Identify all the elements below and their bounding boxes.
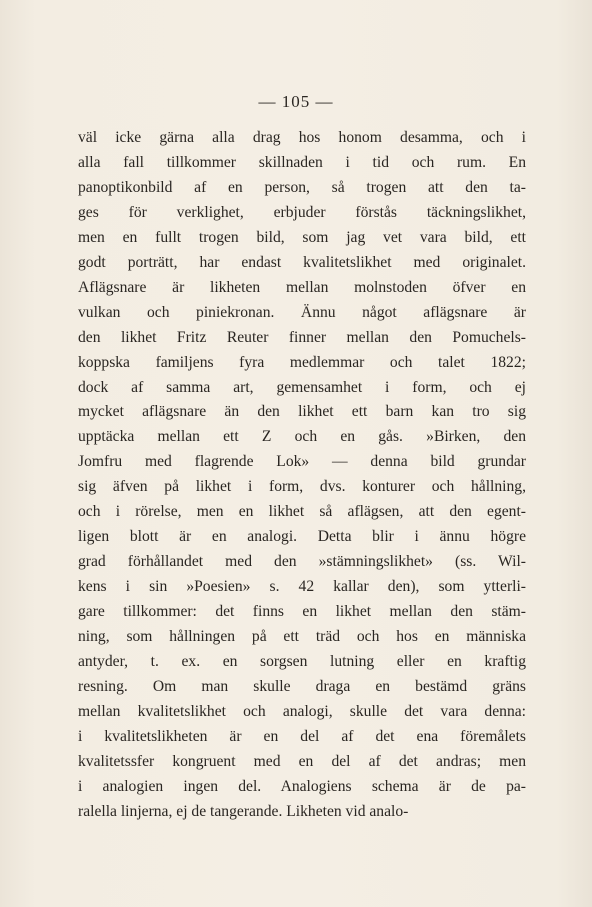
text-line: upptäcka mellan ett Z och en gås. »Birken, den bbox=[78, 428, 526, 446]
text-line: Aflägsnare är likheten mellan molnstoden öfver en bbox=[78, 278, 526, 296]
body-text bbox=[78, 126, 526, 825]
text-line: men en fullt trogen bild, som jag vet vara bild, ett bbox=[78, 228, 526, 246]
text-line: den likhet Fritz Reuter finner mellan den Pomuchels- bbox=[78, 328, 526, 346]
text-line: och i rörelse, men en likhet så aflägsen, att den egent- bbox=[78, 503, 526, 521]
text-line: ning, som hållningen på ett träd och hos en människa bbox=[78, 628, 526, 646]
text-line: mycket aflägsnare än den likhet ett barn kan tro sig bbox=[78, 403, 526, 421]
text-line: vulkan och piniekronan. Ännu något aflägsnare är bbox=[78, 303, 526, 321]
text-line: ligen blott är en analogi. Detta blir i ännu högre bbox=[78, 528, 526, 546]
text-line: ralella linjerna, ej de tangerande. Likheten vid analo- bbox=[78, 802, 409, 820]
page-number: — 105 — bbox=[258, 92, 334, 111]
text-line: mellan kvalitetslikhet och analogi, skulle det vara denna: bbox=[78, 702, 526, 720]
text-line: i analogien ingen del. Analogiens schema är de pa- bbox=[78, 777, 526, 795]
text-line: sig äfven på likhet i form, dvs. konturer och hållning, bbox=[78, 478, 526, 496]
text-line: kens i sin »Poesien» s. 42 kallar den), som ytterli- bbox=[78, 578, 526, 596]
text-line: väl icke gärna alla drag hos honom desamma, och i bbox=[78, 129, 526, 146]
text-line: dock af samma art, gemensamhet i form, och ej bbox=[78, 378, 526, 396]
text-line: i kvalitetslikheten är en del af det ena föremålets bbox=[78, 727, 526, 745]
text-line: koppska familjens fyra medlemmar och talet 1822; bbox=[78, 353, 526, 371]
text-line: kvalitetssfer kongruent med en del af det andras; men bbox=[78, 752, 526, 770]
text-line: resning. Om man skulle draga en bestämd gräns bbox=[78, 677, 526, 695]
text-line: panoptikonbild af en person, så trogen att den ta- bbox=[78, 178, 526, 196]
text-line: gare tillkommer: det finns en likhet mellan den stäm- bbox=[78, 603, 526, 621]
text-line: antyder, t. ex. en sorgsen lutning eller en kraftig bbox=[78, 653, 526, 671]
text-line: alla fall tillkommer skillnaden i tid och rum. En bbox=[78, 153, 526, 171]
text-line: ges för verklighet, erbjuder förstås täckningslikhet, bbox=[78, 203, 526, 221]
text-line: grad förhållandet med den »stämningslikhet» (ss. Wil- bbox=[78, 553, 526, 571]
text-line: godt porträtt, har endast kvalitetslikhet med originalet. bbox=[78, 253, 526, 271]
text-line: Jomfru med flagrende Lok» — denna bild grundar bbox=[78, 453, 526, 471]
